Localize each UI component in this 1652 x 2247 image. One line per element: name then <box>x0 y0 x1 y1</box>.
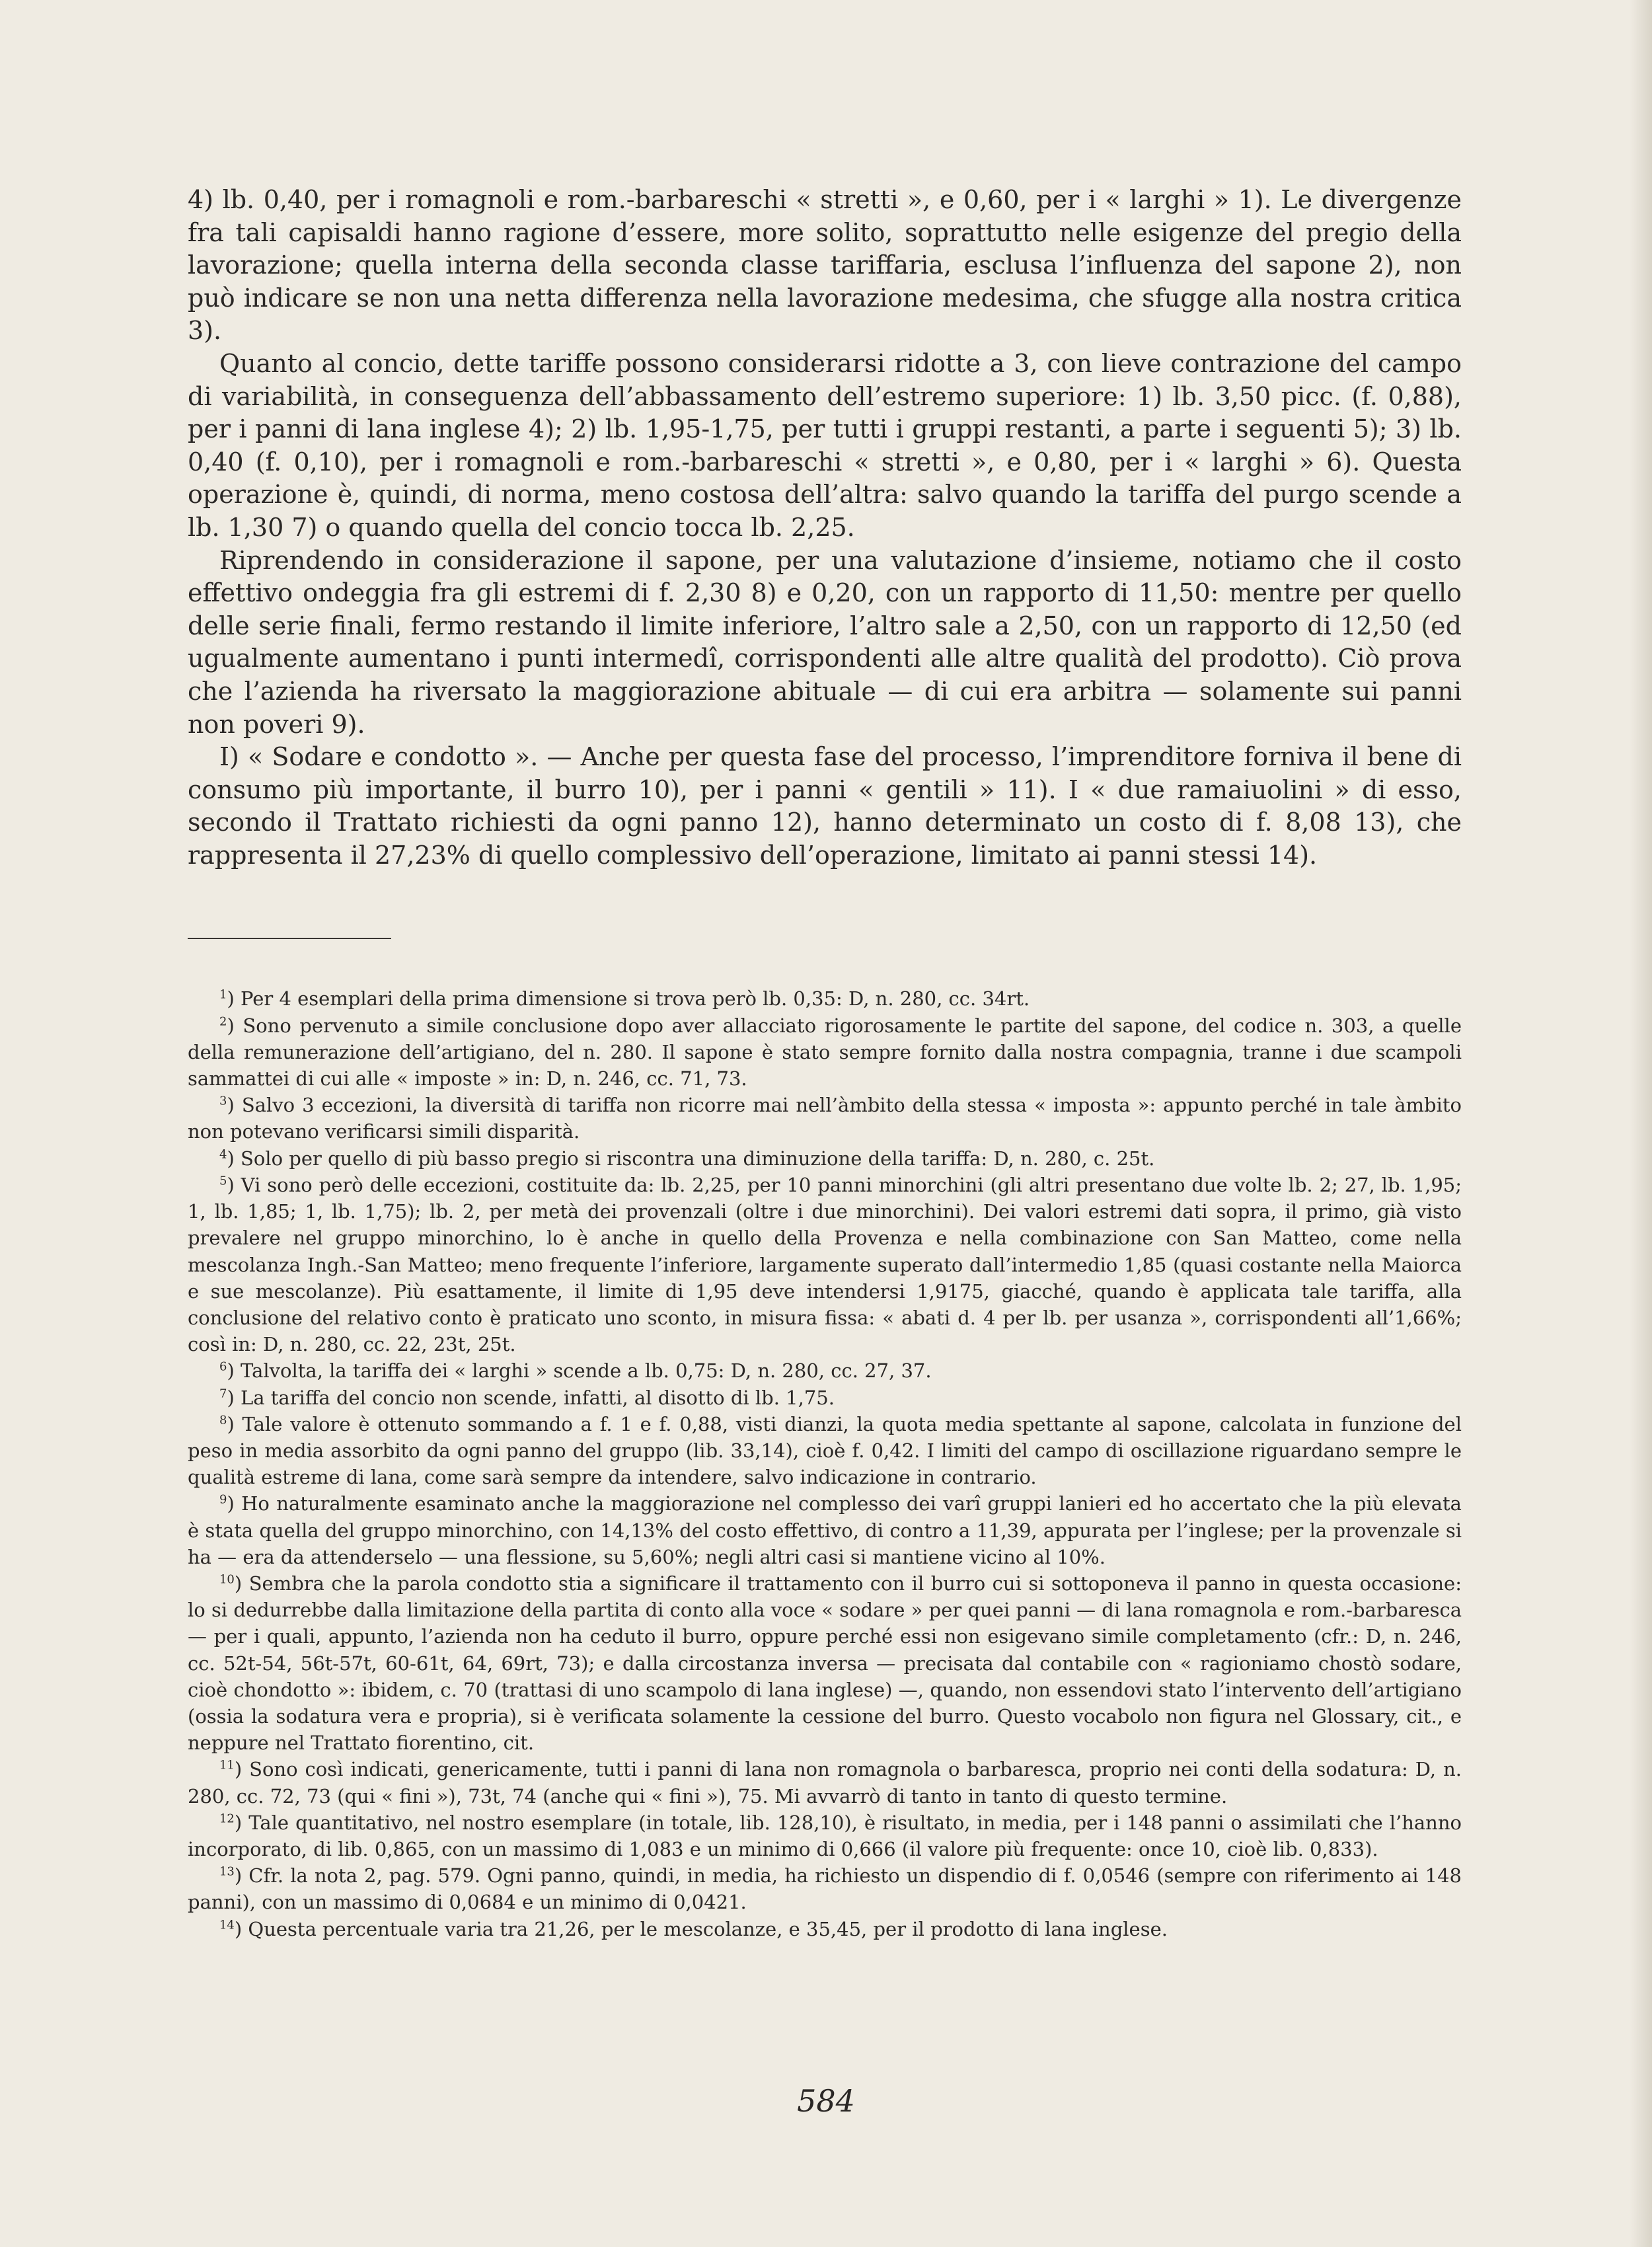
footnote: $^{12}$) Tale quantitativo, nel nostro esemplare (in totale, lib. 128,10), è risultato, in media, per i 148 panni o assimilati che l’hanno incorporato, di lib. 0,865, con un massimo di 1,083 e un minimo di 0,666 (il valore più frequente: once 10, cioè lib. 0,833). <box>188 1811 1462 1860</box>
footnote: $^{14}$) Questa percentuale varia tra 21,26, per le mescolanze, e 35,45, per il prodotto di lana inglese. <box>219 1917 1168 1940</box>
page-content <box>188 184 1462 1942</box>
footnotes <box>188 985 1462 1942</box>
paragraph: Quanto al concio, dette tariffe possono considerarsi ridotte a 3, con lieve contrazione del campo di variabilità, in conseguenza dell’abbassamento dell’estremo superiore: 1) lb. 3,50 picc. (f. 0,88), per i panni di lana inglese 4); 2) lb. 1,95-1,75, per tutti i gruppi restanti, a parte i seguenti 5); 3) lb. 0,40 (f. 0,10), per i romagnoli e rom.-barbareschi « stretti », e 0,80, per i « larghi » 6). Questa operazione è, quindi, di norma, meno costosa dell’altra: salvo quando la tariffa del purgo scende a lb. 1,30 7) o quando quella del concio tocca lb. 2,25. <box>188 348 1462 542</box>
paragraph: I) « Sodare e condotto ». — Anche per questa fase del processo, l’imprenditore forniva il bene di consumo più importante, il burro 10), per i panni « gentili » 11). I « due ramaiuolini » di esso, secondo il Trattato richiesti da ogni panno 12), hanno determinato un costo di f. 8,08 13), che rappresenta il 27,23% di quello complessivo dell’operazione, limitato ai panni stessi 14). <box>188 742 1462 870</box>
footnote: $^7$) La tariffa del concio non scende, infatti, al disotto di lb. 1,75. <box>219 1386 835 1409</box>
footnote: $^6$) Talvolta, la tariffa dei « larghi » scende a lb. 0,75: D, n. 280, cc. 27, 37. <box>219 1359 932 1383</box>
footnote: $^5$) Vi sono però delle eccezioni, costituite da: lb. 2,25, per 10 panni minorchini (gli altri presentano due volte lb. 2; 27, lb. 1,95; 1, lb. 1,85; 1, lb. 1,75); lb. 2, per metà dei provenzali (oltre i due minorchini). Dei valori estremi dati sopra, il primo, già visto prevalere nel gruppo minorchino, lo è anche in quello della Provenza e nella combinazione con San Matteo, come nella mescolanza Ingh.-San Matteo; meno frequente l’inferiore, largamente superato dall’intermedio 1,85 (quasi costante nella Maiorca e sue mescolanze). Più esattamente, il limite di 1,95 deve intendersi 1,9175, giacché, quando è applicata tale tariffa, alla conclusione del relativo conto è praticato uno sconto, in misura fissa: « abati d. 4 per lb. per usanza », corrispondenti all’1,66%; così in: D, n. 280, cc. 22, 23t, 25t. <box>188 1173 1462 1356</box>
footnote-divider <box>188 938 391 939</box>
footnote: $^2$) Sono pervenuto a simile conclusione dopo aver allacciato rigorosamente le partite del sapone, del codice n. 303, a quelle della remunerazione dell’artigiano, del n. 280. Il sapone è stato sempre fornito dalla nostra compagnia, tranne i due scampoli sammattei di cui alle « imposte » in: D, n. 246, cc. 71, 73. <box>188 1014 1462 1090</box>
paragraph: Riprendendo in considerazione il sapone, per una valutazione d’insieme, notiamo che il costo effettivo ondeggia fra gli estremi di f. 2,30 8) e 0,20, con un rapporto di 11,50: mentre per quello delle serie finali, fermo restando il limite inferiore, l’altro sale a 2,50, con un rapporto di 12,50 (ed ugualmente aumentano i punti intermedî, corrispondenti alle altre qualità del prodotto). Ciò prova che l’azienda ha riversato la maggiorazione abituale — di cui era arbitra — solamente sui panni non poveri 9). <box>188 545 1462 739</box>
page-number: 584 <box>797 2083 855 2119</box>
footnote: $^3$) Salvo 3 eccezioni, la diversità di tariffa non ricorre mai nell’àmbito della stessa « imposta »: appunto perché in tale àmbito non potevano verificarsi simili disparità. <box>188 1094 1462 1143</box>
footnote: $^8$) Tale valore è ottenuto sommando a f. 1 e f. 0,88, visti dianzi, la quota media spettante al sapone, calcolata in funzione del peso in media assorbito da ogni panno del gruppo (lib. 33,14), cioè f. 0,42. I limiti del campo di oscillazione riguardano sempre le qualità estreme di lana, come sarà sempre da intendere, salvo indicazione in contrario. <box>188 1412 1462 1489</box>
page-edge-shadow <box>1630 0 1652 2247</box>
main-text <box>188 184 1462 872</box>
footnote: $^1$) Per 4 esemplari della prima dimensione si trova però lb. 0,35: D, n. 280, cc. 34rt. <box>219 987 1030 1010</box>
paragraph: 4) lb. 0,40, per i romagnoli e rom.-barbareschi « stretti », e 0,60, per i « larghi » 1). Le divergenze fra tali capisaldi hanno ragione d’essere, more solito, soprattutto nelle esigenze del pregio della lavorazione; quella interna della seconda classe tariffaria, esclusa l’influenza del sapone 2), non può indicare se non una netta differenza nella lavorazione medesima, che sfugge alla nostra critica 3). <box>188 185 1462 346</box>
footnote: $^4$) Solo per quello di più basso pregio si riscontra una diminuzione della tariffa: D, n. 280, c. 25t. <box>219 1147 1155 1170</box>
footnote: $^{10}$) Sembra che la parola condotto stia a significare il trattamento con il burro cui si sottoponeva il panno in questa occasione: lo si dedurrebbe dalla limitazione della partita di conto alla voce « sodare » per quei panni — di lana romagnola e rom.-barbaresca — per i quali, appunto, l’azienda non ha ceduto il burro, oppure perché essi non esigevano simile completamento (cfr.: D, n. 246, cc. 52t-54, 56t-57t, 60-61t, 64, 69rt, 73); e dalla circostanza inversa — precisata dal contabile con « ragioniamo chostò sodare, cioè chondotto »: ibidem, c. 70 (trattasi di uno scampolo di lana inglese) —, quando, non essendovi stato l’intervento dell’artigiano (ossia la sodatura vera e propria), si è verificata solamente la cessione del burro. Questo vocabolo non figura nel Glossary, cit., e neppure nel Trattato fiorentino, cit. <box>188 1572 1462 1755</box>
footnote: $^{11}$) Sono così indicati, genericamente, tutti i panni di lana non romagnola o barbaresca, proprio nei conti della sodatura: D, n. 280, cc. 72, 73 (qui « fini »), 73t, 74 (anche qui « fini »), 75. Mi avvarrò di tanto in tanto di questo termine. <box>188 1758 1462 1808</box>
footnote: $^{13}$) Cfr. la nota 2, pag. 579. Ogni panno, quindi, in media, ha richiesto un dispendio di f. 0,0546 (sempre con riferimento ai 148 panni), con un massimo di 0,0684 e un minimo di 0,0421. <box>188 1864 1462 1914</box>
footnote: $^9$) Ho naturalmente esaminato anche la maggiorazione nel complesso dei varî gruppi lanieri ed ho accertato che la più elevata è stata quella del gruppo minorchino, con 14,13% del costo effettivo, di contro a 11,39, appurata per l’inglese; per la provenzale si ha — era da attenderselo — una flessione, su 5,60%; negli altri casi si mantiene vicino al 10%. <box>188 1492 1462 1568</box>
